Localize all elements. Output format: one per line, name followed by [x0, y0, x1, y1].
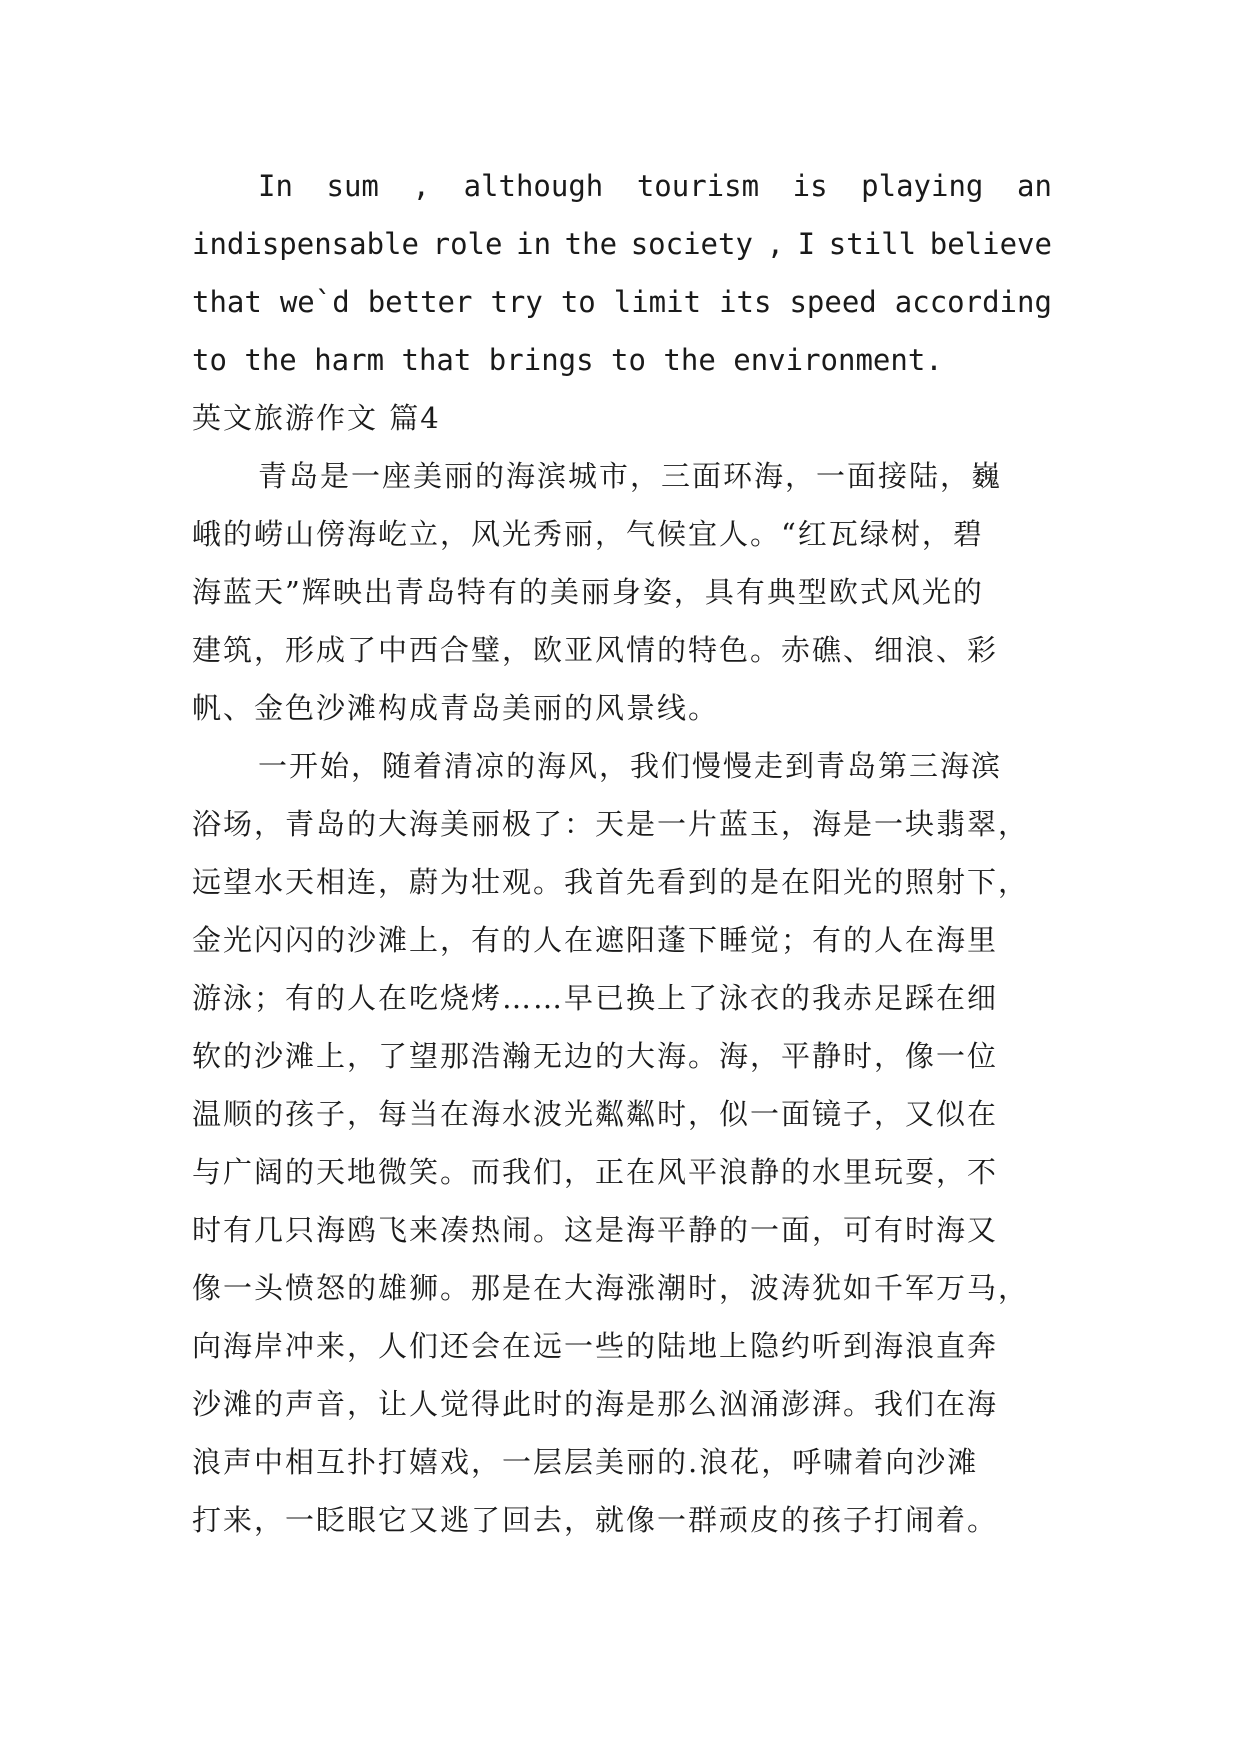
word: , [412, 169, 430, 203]
paragraph-2-line-7: 温顺的孩子，每当在海水波光粼粼时，似一面镜子，又似在 [192, 1097, 999, 1131]
word: in [516, 227, 552, 261]
paragraph-2-line-8: 与广阔的天地微笑。而我们，正在风平浪静的水里玩耍，不 [192, 1155, 999, 1189]
word: In [258, 169, 293, 203]
paragraph-2-line-1: 一开始，随着清凉的海风，我们慢慢走到青岛第三海滨 [258, 749, 1003, 783]
paragraph-2-line-6: 软的沙滩上，了望那浩瀚无边的大海。海，平静时，像一位 [192, 1039, 999, 1073]
word: is [792, 169, 828, 203]
word: speed [789, 285, 877, 319]
english-line-1 [258, 168, 1052, 204]
word: although [463, 169, 604, 203]
word: I [797, 227, 816, 261]
english-line-2 [192, 226, 1052, 262]
word: sum [326, 169, 379, 203]
paragraph-2-line-2: 浴场，青岛的大海美丽极了：天是一片蓝玉，海是一块翡翠， [192, 807, 1030, 841]
paragraph-2-line-11: 向海岸冲来，人们还会在远一些的陆地上隐约听到海浪直奔 [192, 1329, 999, 1363]
paragraph-1-line-1: 青岛是一座美丽的海滨城市，三面环海，一面接陆，巍 [258, 459, 1003, 493]
english-line-3 [192, 284, 1052, 320]
paragraph-2-line-5: 游泳；有的人在吃烧烤……早已换上了泳衣的我赤足踩在细 [192, 981, 999, 1015]
word: , [766, 227, 785, 261]
word: to [560, 285, 596, 319]
paragraph-1-line-5: 帆、金色沙滩构成青岛美丽的风景线。 [192, 691, 720, 725]
word: we`d [279, 285, 350, 319]
word: limit [613, 285, 702, 319]
word: tourism [636, 169, 760, 203]
word: role [432, 227, 503, 261]
word: an [1016, 169, 1052, 203]
word: that [192, 285, 262, 319]
word: playing [861, 169, 984, 203]
section-heading: 英文旅游作文 篇4 [192, 401, 441, 435]
paragraph-1-line-2: 峨的崂山傍海屹立，风光秀丽，气候宜人。“红瓦绿树，碧 [192, 517, 984, 551]
word: better [367, 285, 473, 319]
word: try [490, 285, 543, 319]
paragraph-2-line-10: 像一头愤怒的雄狮。那是在大海涨潮时，波涛犹如千军万马， [192, 1271, 1030, 1305]
paragraph-1-line-4: 建筑，形成了中西合璧，欧亚风情的特色。赤礁、细浪、彩 [192, 633, 999, 667]
paragraph-2-line-14: 打来，一眨眼它又逃了回去，就像一群顽皮的孩子打闹着。 [192, 1503, 999, 1537]
word: still [828, 227, 917, 261]
word: believe [929, 227, 1052, 261]
paragraph-2-line-3: 远望水天相连，蔚为壮观。我首先看到的是在阳光的照射下， [192, 865, 1030, 899]
word: its [719, 285, 772, 319]
paragraph-2-line-9: 时有几只海鸥飞来凑热闹。这是海平静的一面，可有时海又 [192, 1213, 999, 1247]
paragraph-2-line-12: 沙滩的声音，让人觉得此时的海是那么汹涌澎湃。我们在海 [192, 1387, 999, 1421]
paragraph-2-line-4: 金光闪闪的沙滩上，有的人在遮阳蓬下睡觉；有的人在海里 [192, 923, 999, 957]
paragraph-2-line-13: 浪声中相互扑打嬉戏，一层层美丽的.浪花，呼啸着向沙滩 [192, 1445, 979, 1479]
paragraph-1-line-3: 海蓝天”辉映出青岛特有的美丽身姿，具有典型欧式风光的 [192, 575, 984, 609]
word: the [564, 227, 618, 261]
word: society [630, 227, 753, 261]
word: indispensable [192, 227, 419, 261]
word: according [894, 285, 1052, 319]
word: to the harm that brings to the environment. [192, 343, 943, 377]
english-line-4 [192, 342, 1052, 378]
